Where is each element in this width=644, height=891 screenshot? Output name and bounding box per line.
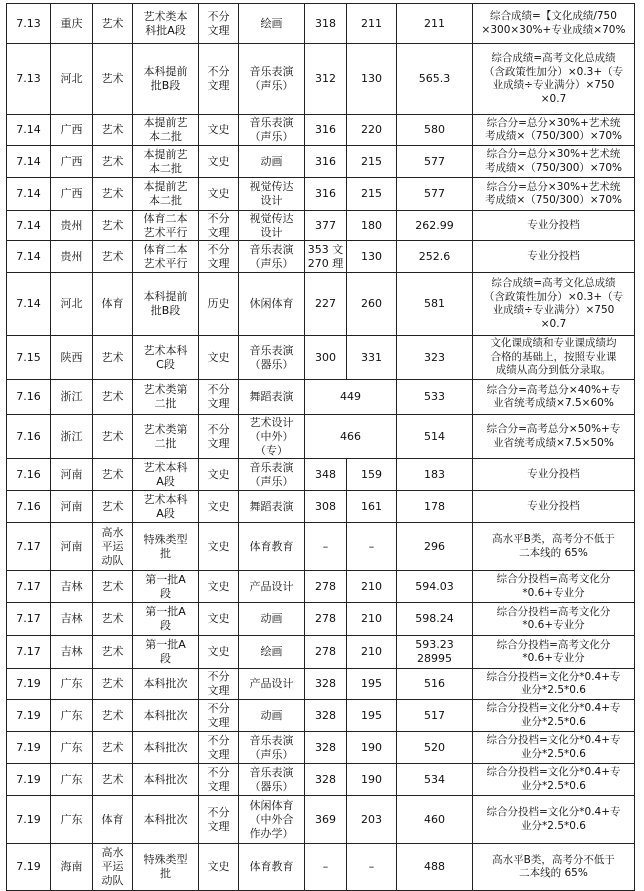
subject-cell: 艺术 [93, 44, 133, 115]
major-cell: 体育教育 [239, 844, 305, 891]
score-cell-2: 190 [347, 732, 397, 764]
province-cell: 广西 [51, 115, 93, 146]
date-cell: 7.14 [7, 273, 51, 336]
table-row [7, 844, 635, 891]
date-cell: 7.19 [7, 669, 51, 700]
date-cell: 7.17 [7, 571, 51, 603]
province-cell: 广东 [51, 700, 93, 732]
table-row [7, 4, 635, 44]
major-cell: 音乐表演 （声乐） [239, 115, 305, 146]
table-row [7, 636, 635, 669]
note-cell: 综合分投档=文化分*0.4+专 业分*2.5*0.6 [473, 669, 635, 700]
batch-cell: 本科提前 批B段 [133, 273, 199, 336]
note-cell: 综合成绩=【文化成绩/750 ×300×30%+专业成绩×70% [473, 4, 635, 44]
score-cell-2: 260 [347, 273, 397, 336]
note-cell: 高水平B类，高考分不低于 二本线的 65% [473, 844, 635, 891]
score-cell-3: 516 [397, 669, 473, 700]
province-cell: 吉林 [51, 603, 93, 636]
score-cell-1: 328 [305, 732, 347, 764]
province-cell: 吉林 [51, 636, 93, 669]
subject-cell: 艺术 [93, 603, 133, 636]
note-cell: 文化课成绩和专业课成绩均 合格的基础上，按照专业课 成绩从高分到低分录取。 [473, 336, 635, 380]
batch-cell: 本提前艺 本二批 [133, 146, 199, 178]
date-cell: 7.16 [7, 491, 51, 523]
track-cell: 不分 文理 [199, 241, 239, 273]
major-cell: 音乐表演 （器乐） [239, 764, 305, 796]
track-cell: 历史 [199, 273, 239, 336]
table-row [7, 764, 635, 796]
note-cell: 综合分投档=高考文化分 *0.6+专业分 [473, 571, 635, 603]
score-cell-2: 215 [347, 146, 397, 178]
score-cell-3: 178 [397, 491, 473, 523]
score-cell-1: 318 [305, 4, 347, 44]
batch-cell: 艺术类第 二批 [133, 380, 199, 415]
major-cell: 音乐表演 （声乐） [239, 732, 305, 764]
batch-cell: 特殊类型 批 [133, 523, 199, 571]
date-cell: 7.19 [7, 700, 51, 732]
province-cell: 浙江 [51, 380, 93, 415]
major-cell: 动画 [239, 700, 305, 732]
score-cell-2: 161 [347, 491, 397, 523]
province-cell: 广东 [51, 764, 93, 796]
date-cell: 7.15 [7, 336, 51, 380]
score-cell-3: 533 [397, 380, 473, 415]
score-cell-2: 203 [347, 796, 397, 844]
note-cell: 综合分=高考总分×40%+专 业省统考成绩×7.5×60% [473, 380, 635, 415]
table-row [7, 273, 635, 336]
date-cell: 7.14 [7, 146, 51, 178]
score-cell-1: 328 [305, 700, 347, 732]
score-cell-1: 328 [305, 669, 347, 700]
subject-cell: 艺术 [93, 669, 133, 700]
major-cell: 艺术设计 （中外） （专） [239, 415, 305, 459]
subject-cell: 高水 平运 动队 [93, 523, 133, 571]
subject-cell: 艺术 [93, 380, 133, 415]
subject-cell: 高水 平运 动队 [93, 844, 133, 891]
score-cell-2: 210 [347, 636, 397, 669]
score-cell-3: 262.99 [397, 211, 473, 241]
track-cell: 不分 文理 [199, 44, 239, 115]
major-cell: 动画 [239, 146, 305, 178]
score-cell-2: 211 [347, 4, 397, 44]
province-cell: 陕西 [51, 336, 93, 380]
province-cell: 广东 [51, 732, 93, 764]
table-row [7, 44, 635, 115]
note-cell: 专业分投档 [473, 241, 635, 273]
score-cell-3: 460 [397, 796, 473, 844]
table-row [7, 211, 635, 241]
score-cell-3: 520 [397, 732, 473, 764]
score-cell-1: 312 [305, 44, 347, 115]
subject-cell: 艺术 [93, 146, 133, 178]
track-cell: 文史 [199, 178, 239, 211]
province-cell: 广东 [51, 796, 93, 844]
province-cell: 广东 [51, 669, 93, 700]
batch-cell: 第一批A 段 [133, 571, 199, 603]
note-cell: 专业分投档 [473, 491, 635, 523]
province-cell: 河北 [51, 273, 93, 336]
major-cell: 绘画 [239, 4, 305, 44]
track-cell: 不分 文理 [199, 669, 239, 700]
note-cell: 综合分投档=文化分*0.4+专 业分*2.5*0.6 [473, 700, 635, 732]
batch-cell: 本科批次 [133, 732, 199, 764]
note-cell: 专业分投档 [473, 459, 635, 491]
track-cell: 文史 [199, 571, 239, 603]
subject-cell: 艺术 [93, 459, 133, 491]
score-cell-2: 159 [347, 459, 397, 491]
note-cell: 高水平B类，高考分不低于 二本线的 65% [473, 523, 635, 571]
note-cell: 综合分投档=文化分*0.4+专 业分*2.5*0.6 [473, 764, 635, 796]
score-cell-3: 323 [397, 336, 473, 380]
batch-cell: 体育二本 艺术平行 [133, 241, 199, 273]
score-cell-3: 514 [397, 415, 473, 459]
score-cell-3: 534 [397, 764, 473, 796]
major-cell: 音乐表演 （声乐） [239, 241, 305, 273]
table-row [7, 241, 635, 273]
score-cell-3: 252.6 [397, 241, 473, 273]
batch-cell: 特殊类型 批 [133, 844, 199, 891]
track-cell: 不分 文理 [199, 415, 239, 459]
batch-cell: 本提前艺 本二批 [133, 115, 199, 146]
table-row [7, 380, 635, 415]
table-row [7, 178, 635, 211]
score-cell-1: 316 [305, 115, 347, 146]
score-cell-3: 183 [397, 459, 473, 491]
date-cell: 7.17 [7, 523, 51, 571]
score-cell-2: 180 [347, 211, 397, 241]
batch-cell: 本科批次 [133, 669, 199, 700]
major-cell: 动画 [239, 603, 305, 636]
note-cell: 综合成绩=高考文化总成绩 （含政策性加分）×0.3+（专 业成绩÷专业满分）×750 ×0.7 [473, 273, 635, 336]
date-cell: 7.13 [7, 4, 51, 44]
batch-cell: 第一批A 段 [133, 636, 199, 669]
score-cell-2: 190 [347, 764, 397, 796]
merged-score-cell: 449 [305, 380, 397, 415]
note-cell: 综合分投档=高考文化分 *0.6+专业分 [473, 636, 635, 669]
track-cell: 不分 文理 [199, 4, 239, 44]
score-cell-3: 577 [397, 146, 473, 178]
track-cell: 不分 文理 [199, 764, 239, 796]
date-cell: 7.16 [7, 380, 51, 415]
date-cell: 7.19 [7, 732, 51, 764]
score-cell-1: 328 [305, 764, 347, 796]
table-row [7, 603, 635, 636]
province-cell: 河南 [51, 459, 93, 491]
score-cell-2: 195 [347, 669, 397, 700]
table-row [7, 732, 635, 764]
date-cell: 7.14 [7, 115, 51, 146]
score-cell-1: 278 [305, 603, 347, 636]
score-cell-1: – [305, 844, 347, 891]
date-cell: 7.19 [7, 764, 51, 796]
note-cell: 综合分投档=高考文化分 *0.6+专业分 [473, 603, 635, 636]
score-cell-1: 308 [305, 491, 347, 523]
score-cell-2: 331 [347, 336, 397, 380]
score-cell-1: – [305, 523, 347, 571]
score-cell-1: 316 [305, 178, 347, 211]
major-cell: 舞蹈表演 [239, 491, 305, 523]
batch-cell: 艺术本科 A段 [133, 459, 199, 491]
score-cell-1: 369 [305, 796, 347, 844]
table-row [7, 459, 635, 491]
note-cell: 综合分=总分×30%+艺术统 考成绩×（750/300）×70% [473, 178, 635, 211]
date-cell: 7.16 [7, 415, 51, 459]
score-cell-1: 316 [305, 146, 347, 178]
province-cell: 广西 [51, 146, 93, 178]
score-cell-1: 300 [305, 336, 347, 380]
table-row [7, 796, 635, 844]
province-cell: 河南 [51, 523, 93, 571]
table-row [7, 571, 635, 603]
track-cell: 文史 [199, 336, 239, 380]
table-row [7, 115, 635, 146]
major-cell: 绘画 [239, 636, 305, 669]
score-cell-3: 594.03 [397, 571, 473, 603]
track-cell: 不分 文理 [199, 380, 239, 415]
date-cell: 7.14 [7, 241, 51, 273]
subject-cell: 艺术 [93, 115, 133, 146]
note-cell: 综合成绩=高考文化总成绩 （含政策性加分）×0.3+（专 业成绩÷专业满分）×750 ×0.7 [473, 44, 635, 115]
subject-cell: 艺术 [93, 571, 133, 603]
batch-cell: 本科批次 [133, 764, 199, 796]
score-cell-3: 580 [397, 115, 473, 146]
major-cell: 音乐表演 （声乐） [239, 44, 305, 115]
date-cell: 7.13 [7, 44, 51, 115]
major-cell: 休闲体育 （中外合 作办学） [239, 796, 305, 844]
batch-cell: 体育二本 艺术平行 [133, 211, 199, 241]
date-cell: 7.14 [7, 178, 51, 211]
score-cell-3: 211 [397, 4, 473, 44]
major-cell: 产品设计 [239, 669, 305, 700]
major-cell: 视觉传达 设计 [239, 211, 305, 241]
province-cell: 贵州 [51, 241, 93, 273]
track-cell: 文史 [199, 115, 239, 146]
subject-cell: 艺术 [93, 732, 133, 764]
score-cell-1: 278 [305, 636, 347, 669]
major-cell: 音乐表演 （声乐） [239, 459, 305, 491]
score-cell-3: 577 [397, 178, 473, 211]
province-cell: 重庆 [51, 4, 93, 44]
province-cell: 吉林 [51, 571, 93, 603]
subject-cell: 体育 [93, 273, 133, 336]
track-cell: 不分 文理 [199, 796, 239, 844]
score-cell-2: 220 [347, 115, 397, 146]
track-cell: 不分 文理 [199, 700, 239, 732]
table-row [7, 415, 635, 459]
track-cell: 文史 [199, 146, 239, 178]
track-cell: 文史 [199, 523, 239, 571]
province-cell: 浙江 [51, 415, 93, 459]
score-cell-2: 130 [347, 44, 397, 115]
score-cell-3: 598.24 [397, 603, 473, 636]
batch-cell: 艺术类第 二批 [133, 415, 199, 459]
subject-cell: 艺术 [93, 241, 133, 273]
track-cell: 文史 [199, 491, 239, 523]
date-cell: 7.16 [7, 459, 51, 491]
table-row [7, 491, 635, 523]
subject-cell: 艺术 [93, 700, 133, 732]
batch-cell: 本科提前 批B段 [133, 44, 199, 115]
score-cell-3: 296 [397, 523, 473, 571]
score-cell-1: 278 [305, 571, 347, 603]
track-cell: 不分 文理 [199, 732, 239, 764]
track-cell: 文史 [199, 844, 239, 891]
batch-cell: 艺术本科 C段 [133, 336, 199, 380]
score-cell-3: 517 [397, 700, 473, 732]
note-cell: 专业分投档 [473, 211, 635, 241]
major-cell: 产品设计 [239, 571, 305, 603]
merged-score-cell: 466 [305, 415, 397, 459]
score-cell-1: 353 文 270 理 [305, 241, 347, 273]
major-cell: 视觉传达 设计 [239, 178, 305, 211]
date-cell: 7.17 [7, 603, 51, 636]
province-cell: 河北 [51, 44, 93, 115]
table-row [7, 336, 635, 380]
batch-cell: 艺术本科 A段 [133, 491, 199, 523]
table-row [7, 669, 635, 700]
score-cell-3: 488 [397, 844, 473, 891]
track-cell: 文史 [199, 459, 239, 491]
subject-cell: 艺术 [93, 336, 133, 380]
score-cell-2: – [347, 844, 397, 891]
province-cell: 海南 [51, 844, 93, 891]
subject-cell: 艺术 [93, 636, 133, 669]
score-cell-2: 130 [347, 241, 397, 273]
subject-cell: 艺术 [93, 491, 133, 523]
note-cell: 综合分投档=文化分*0.4+专 业分*2.5*0.6 [473, 732, 635, 764]
batch-cell: 艺术类本 科批A段 [133, 4, 199, 44]
batch-cell: 第一批A 段 [133, 603, 199, 636]
province-cell: 河南 [51, 491, 93, 523]
table-row [7, 700, 635, 732]
score-cell-3: 565.3 [397, 44, 473, 115]
batch-cell: 本科批次 [133, 796, 199, 844]
score-cell-2: 195 [347, 700, 397, 732]
note-cell: 综合分=总分×30%+艺术统 考成绩×（750/300）×70% [473, 146, 635, 178]
score-cell-3: 593.23 28995 [397, 636, 473, 669]
track-cell: 文史 [199, 603, 239, 636]
track-cell: 文史 [199, 636, 239, 669]
note-cell: 综合分=高考总分×50%+专 业省统考成绩×7.5×50% [473, 415, 635, 459]
date-cell: 7.19 [7, 796, 51, 844]
subject-cell: 艺术 [93, 415, 133, 459]
province-cell: 贵州 [51, 211, 93, 241]
score-cell-2: – [347, 523, 397, 571]
score-cell-2: 210 [347, 571, 397, 603]
date-cell: 7.17 [7, 636, 51, 669]
major-cell: 音乐表演 （器乐） [239, 336, 305, 380]
table-row [7, 523, 635, 571]
score-cell-3: 581 [397, 273, 473, 336]
score-cell-2: 210 [347, 603, 397, 636]
score-cell-1: 227 [305, 273, 347, 336]
subject-cell: 体育 [93, 796, 133, 844]
date-cell: 7.14 [7, 211, 51, 241]
major-cell: 体育教育 [239, 523, 305, 571]
subject-cell: 艺术 [93, 178, 133, 211]
score-cell-2: 215 [347, 178, 397, 211]
admission-score-table [6, 3, 635, 891]
major-cell: 休闲体育 [239, 273, 305, 336]
score-cell-1: 348 [305, 459, 347, 491]
subject-cell: 艺术 [93, 4, 133, 44]
date-cell: 7.19 [7, 844, 51, 891]
major-cell: 舞蹈表演 [239, 380, 305, 415]
subject-cell: 艺术 [93, 211, 133, 241]
note-cell: 综合分=总分×30%+艺术统 考成绩×（750/300）×70% [473, 115, 635, 146]
track-cell: 不分 文理 [199, 211, 239, 241]
province-cell: 广西 [51, 178, 93, 211]
subject-cell: 艺术 [93, 764, 133, 796]
note-cell: 综合分投档=文化分*0.4+专 业分*2.5*0.6 [473, 796, 635, 844]
score-cell-1: 377 [305, 211, 347, 241]
table-row [7, 146, 635, 178]
batch-cell: 本提前艺 本二批 [133, 178, 199, 211]
batch-cell: 本科批次 [133, 700, 199, 732]
